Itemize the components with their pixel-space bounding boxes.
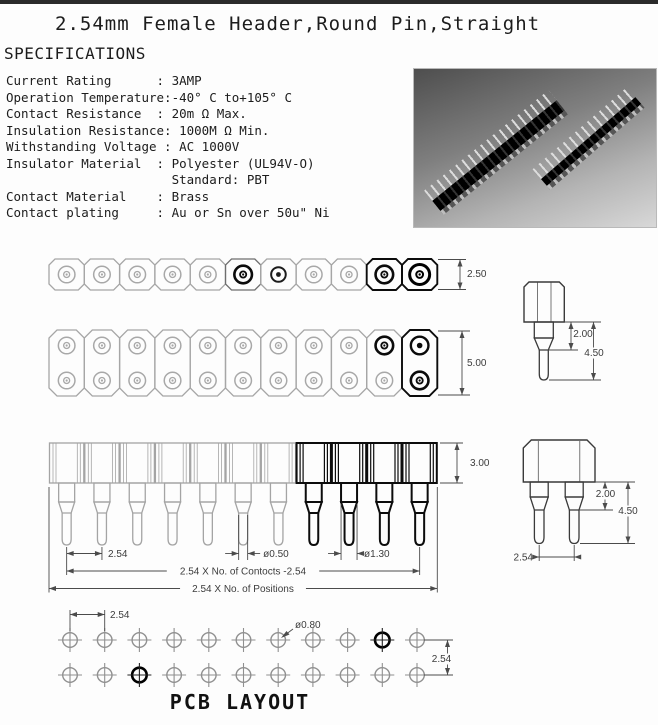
dimension-label: 2.54 X No. of Contocts -2.54: [179, 566, 307, 578]
pin-taper: [129, 502, 145, 513]
pin-shoulder: [94, 483, 110, 502]
arrowhead: [626, 537, 631, 544]
pin-taper: [565, 497, 583, 510]
arrowhead: [460, 388, 465, 395]
arrowhead: [334, 551, 341, 556]
pin-taper: [165, 502, 181, 513]
dimension-label: 2.50: [467, 269, 487, 280]
dimension-label: 2.00: [573, 329, 593, 340]
double-pin-side-drawing: [514, 440, 641, 564]
pin-taper: [94, 502, 110, 513]
pin-tube: [168, 513, 177, 545]
header-segment: [191, 443, 225, 483]
contact-dot: [348, 273, 350, 275]
pin-tube: [534, 510, 544, 544]
pin-shoulder: [235, 483, 251, 502]
contact-dot: [277, 379, 279, 381]
contact-dot: [136, 379, 138, 381]
side-view-drawing: [49, 443, 490, 595]
dimension-label: 2.54: [431, 654, 452, 665]
arrowhead: [248, 551, 255, 556]
contact-dot: [101, 379, 103, 381]
contact-dot: [171, 273, 173, 275]
dimension-label: 5.00: [467, 358, 487, 369]
contact-dot: [242, 379, 244, 381]
contact-dot: [66, 273, 68, 275]
contact-dot: [417, 343, 423, 349]
arrowhead: [413, 569, 420, 574]
pin-tube: [380, 513, 389, 545]
arrowhead: [460, 331, 465, 338]
spec-line: Operation Temperature:-40° C to+105° C: [6, 89, 292, 105]
contact-dot: [313, 273, 315, 275]
pin-taper: [306, 502, 322, 513]
header-segment: [85, 443, 119, 483]
dimension-label: 4.50: [618, 506, 638, 517]
spec-line: Current Rating : 3AMP: [6, 73, 202, 88]
header-segment: [50, 443, 84, 483]
pin-tube: [274, 513, 283, 545]
header-cell: [296, 330, 331, 396]
pin-shoulder: [59, 483, 75, 502]
arrowhead: [591, 322, 596, 329]
spec-line: Insulator Material : Polyester (UL94V-O): [6, 155, 315, 171]
arrowhead: [49, 586, 56, 591]
dimension-label: ø1.30: [364, 549, 390, 560]
pin-tube: [345, 513, 354, 545]
pin-tube: [239, 513, 248, 545]
contact-dot: [66, 379, 68, 381]
pin-shoulder: [165, 483, 181, 502]
dimension-label: 4.50: [584, 348, 604, 359]
contact-dot: [418, 273, 420, 275]
header-cell: [84, 330, 119, 396]
pin-shoulder: [530, 482, 548, 497]
pin-taper: [534, 338, 553, 350]
header-cell: [261, 330, 296, 396]
contact-dot: [101, 344, 103, 346]
contact-dot: [313, 379, 315, 381]
spec-line: Contact Resistance : 20m Ω Max.: [6, 106, 247, 121]
dimension-label: ø0.80: [295, 620, 321, 631]
arrowhead: [445, 640, 450, 647]
contact-dot: [101, 273, 103, 275]
pin-tube: [309, 513, 318, 545]
contact-dot: [383, 379, 385, 381]
arrowhead: [603, 503, 608, 510]
arrowhead: [67, 569, 74, 574]
contact-dot: [136, 344, 138, 346]
header-cell: [49, 330, 84, 396]
header-cell: [120, 330, 155, 396]
contact-dot: [276, 272, 281, 277]
pin-taper: [341, 502, 357, 513]
header-segment: [261, 443, 295, 483]
arrowhead: [569, 322, 574, 329]
arrowhead: [455, 476, 460, 483]
arrowhead: [574, 555, 581, 560]
header-cell: [331, 330, 366, 396]
contact-dot: [66, 344, 68, 346]
pcb-layout-drawing: [58, 610, 454, 687]
contact-dot: [207, 273, 209, 275]
pin-shoulder: [270, 483, 286, 502]
pin-shoulder: [200, 483, 216, 502]
header-cell: [367, 330, 402, 396]
specifications-heading: SPECIFICATIONS: [4, 44, 146, 63]
contact-dot: [348, 379, 350, 381]
contact-dot: [171, 344, 173, 346]
pin-taper: [235, 502, 251, 513]
page-title: 2.54mm Female Header,Round Pin,Straight: [55, 13, 541, 35]
contact-dot: [277, 344, 279, 346]
pin-taper: [59, 502, 75, 513]
pin-shoulder: [565, 482, 583, 497]
pin-tube: [62, 513, 71, 545]
contact-dot: [171, 379, 173, 381]
header-cell: [190, 330, 225, 396]
dimension-label: 3.00: [470, 458, 490, 469]
arrowhead: [626, 482, 631, 489]
spec-line: Withstanding Voltage : AC 1000V: [6, 139, 240, 154]
header-segment: [226, 443, 260, 483]
pin-shoulder: [376, 483, 392, 502]
pin-taper: [200, 502, 216, 513]
contact-dot: [207, 379, 209, 381]
arrowhead: [357, 551, 364, 556]
header-segment: [120, 443, 154, 483]
pin-body: [524, 282, 564, 322]
pin-shoulder: [534, 322, 553, 338]
arrowhead: [569, 343, 574, 350]
arrowhead: [532, 555, 539, 560]
header-cell: [155, 330, 190, 396]
arrowhead: [70, 612, 77, 617]
pin-shoulder: [306, 483, 322, 502]
pcb-layout-caption: PCB LAYOUT: [169, 690, 311, 714]
contact-dot: [383, 344, 385, 346]
spec-line: Contact plating : Au or Sn over 50u" Ni: [6, 205, 330, 220]
arrowhead: [98, 612, 105, 617]
contact-dot: [313, 344, 315, 346]
header-segment: [297, 443, 331, 483]
contact-dot: [207, 344, 209, 346]
pin-taper: [412, 502, 428, 513]
contact-dot: [348, 344, 350, 346]
header-cell: [226, 330, 261, 396]
arrowhead: [95, 551, 102, 556]
double-row-topview-drawing: [49, 330, 487, 396]
dimension-label: 2.54: [108, 549, 128, 560]
arrowhead: [232, 551, 239, 556]
pin-shoulder: [412, 483, 428, 502]
pin-taper: [376, 502, 392, 513]
pin-tube: [569, 510, 579, 544]
dimension-label: 2.00: [595, 489, 616, 500]
header-segment: [332, 443, 366, 483]
pin-tube: [97, 513, 106, 545]
pin-taper: [530, 497, 548, 510]
spec-line: Standard: PBT: [6, 172, 270, 187]
arrowhead: [455, 443, 460, 450]
arrowhead: [430, 586, 437, 591]
arrowhead: [603, 482, 608, 489]
single-pin-side-drawing: [524, 282, 607, 380]
contact-dot: [419, 379, 421, 381]
header-segment: [155, 443, 189, 483]
arrowhead: [445, 668, 450, 675]
dimension-label: 2.54: [513, 552, 533, 564]
arrowhead: [458, 283, 463, 290]
contact-dot: [383, 273, 385, 275]
arrowhead: [591, 373, 596, 380]
pin-taper: [270, 502, 286, 513]
pin-shoulder: [341, 483, 357, 502]
header-cell: [402, 330, 437, 396]
contact-dot: [242, 344, 244, 346]
spec-line: Contact Material : Brass: [6, 188, 210, 204]
dimension-label: ø0.50: [263, 549, 289, 560]
header-segment: [403, 443, 437, 483]
pin-shoulder: [129, 483, 145, 502]
arrowhead: [458, 260, 463, 267]
pin-tube: [133, 513, 142, 545]
header-segment: [367, 443, 401, 483]
arrowhead: [67, 551, 74, 556]
spec-line: Insulation Resistance: 1000M Ω Min.: [6, 122, 270, 138]
single-row-topview-drawing: [49, 259, 487, 290]
contact-dot: [136, 273, 138, 275]
pin-tube: [203, 513, 212, 545]
pin-tube: [415, 513, 424, 545]
contact-dot: [242, 273, 244, 275]
dimension-label: 2.54: [110, 610, 130, 621]
dimension-label: 2.54 X No. of Positions: [192, 584, 294, 595]
pin-body: [523, 440, 595, 482]
pin-tube: [539, 350, 548, 380]
